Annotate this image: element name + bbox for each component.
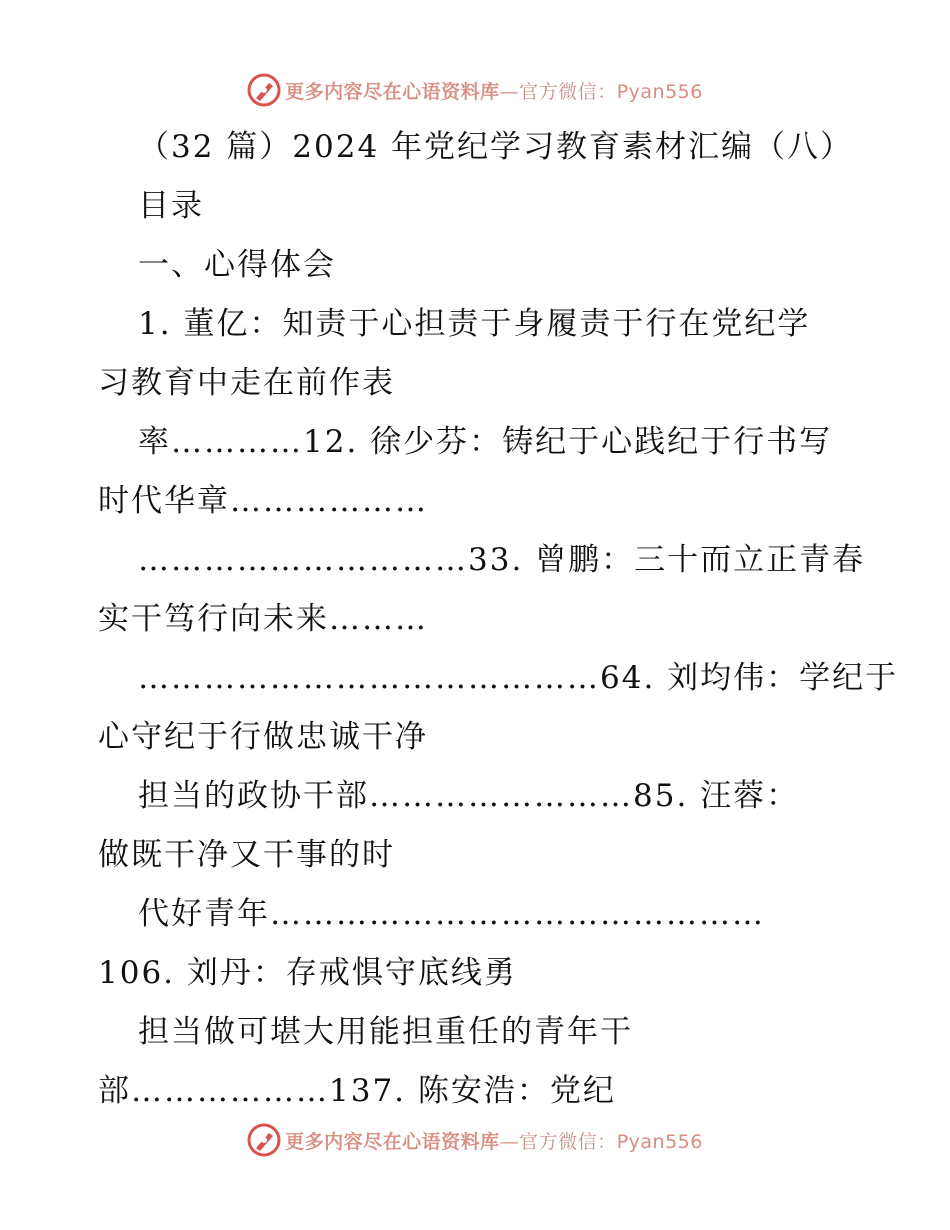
- watermark-site: 更多内容尽在心语资料库: [285, 80, 500, 103]
- toc-line: 担当的政协干部……………………85. 汪蓉：: [138, 778, 800, 814]
- toc-heading: 目录: [138, 188, 204, 224]
- watermark-wechat: 官方微信：: [519, 80, 617, 103]
- footer-watermark: [0, 1120, 950, 1160]
- watermark-text: [285, 1127, 703, 1154]
- toc-line: 担当做可堪大用能担重任的青年干: [138, 1014, 633, 1050]
- pen-logo-icon: [247, 1123, 281, 1157]
- pen-logo-icon: [247, 73, 281, 107]
- watermark-site: 更多内容尽在心语资料库: [285, 1130, 500, 1153]
- toc-line: 做既干净又干事的时: [98, 837, 395, 873]
- watermark-id: Pyan556: [616, 1130, 703, 1153]
- watermark-id: Pyan556: [616, 80, 703, 103]
- toc-line: 习教育中走在前作表: [98, 365, 395, 401]
- toc-line: 代好青年………………………………………: [138, 896, 765, 932]
- watermark-separator: —: [499, 1130, 520, 1153]
- header-watermark: [0, 70, 950, 110]
- section-heading: 一、心得体会: [138, 247, 336, 283]
- toc-line: 时代华章………………: [98, 483, 428, 519]
- watermark-wechat: 官方微信：: [519, 1130, 617, 1153]
- toc-line: 1. 董亿：知责于心担责于身履责于行在党纪学: [138, 306, 811, 342]
- document-body: [98, 118, 899, 1121]
- toc-line: 106. 刘丹：存戒惧守底线勇: [98, 955, 517, 991]
- toc-line: 实干笃行向未来………: [98, 601, 428, 637]
- toc-line: 心守纪于行做忠诚干净: [98, 719, 428, 755]
- watermark-text: [285, 77, 703, 104]
- toc-line: 率…………12. 徐少芬：铸纪于心践纪于行书写: [138, 424, 833, 460]
- document-title: （32 篇）2024 年党纪学习教育素材汇编（八）: [138, 129, 854, 165]
- toc-line: 部………………137. 陈安浩：党纪: [98, 1073, 616, 1109]
- toc-line: …………………………33. 曾鹏：三十而立正青春: [138, 542, 866, 578]
- watermark-separator: —: [499, 80, 520, 103]
- toc-line: ……………………………………64. 刘均伟：学纪于: [138, 660, 899, 696]
